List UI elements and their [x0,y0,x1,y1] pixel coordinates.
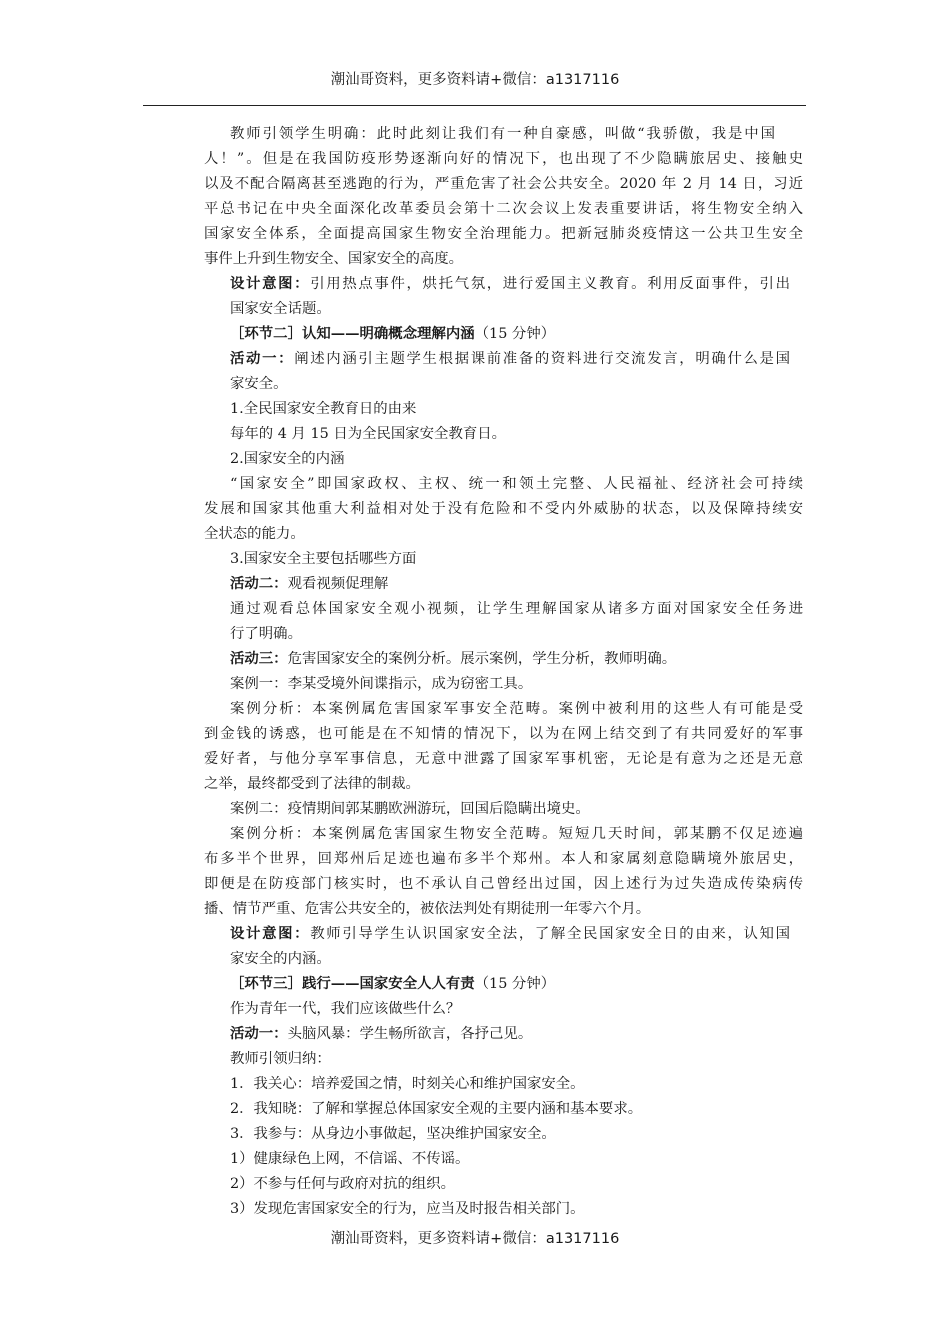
paragraph-line: 平总书记在中央全面深化改革委员会第十二次会议上发表重要讲话，将生物安全纳入 [204,201,803,217]
paragraph-line: 通过观看总体国家安全观小视频，让学生理解国家从诸多方面对国家安全任务进 [230,601,803,617]
sub-list-item: 2）不参与任何与政府对抗的组织。 [230,1176,456,1192]
sub-list-item: 3）发现危害国家安全的行为，应当及时报告相关部门。 [230,1201,585,1217]
section-title: ［环节二］认知——明确概念理解内涵 [230,325,475,342]
paragraph-line: 国家安全体系，全面提高国家生物安全治理能力。把新冠肺炎疫情这一公共卫生安全 [204,226,803,242]
section-heading [230,324,555,344]
activity-text: 头脑风暴：学生畅所欲言，各抒己见。 [287,1026,533,1042]
activity-line: 家安全。 [230,376,288,392]
paragraph-line: 发展和国家其他重大利益相对处于没有危险和不受内外威胁的状态，以及保障持续安 [204,501,803,517]
page-header: 潮汕哥资料，更多资料请+微信：a1317116 [330,72,620,88]
paragraph-line: 全状态的能力。 [204,526,305,542]
design-intent-line [230,924,790,944]
design-intent-label: 设计意图： [230,925,311,942]
activity-line [230,349,790,369]
page-footer: 潮汕哥资料，更多资料请+微信：a1317116 [330,1231,620,1247]
activity-text: 危害国家安全的案例分析。展示案例，学生分析，教师明确。 [287,651,677,667]
activity-text: 阐述内涵引主题学生根据课前准备的资料进行交流发言，明确什么是国 [294,351,790,367]
design-intent-text: 引用热点事件，烘托气氛，进行爱国主义教育。利用反面事件，引出 [310,276,790,292]
activity-text: 观看视频促理解 [287,576,389,592]
section-time: （15 分钟） [474,326,556,342]
activity-label: 活动三： [230,650,288,667]
activity-label: 活动二： [230,575,288,592]
list-item: 2．我知晓：了解和掌握总体国家安全观的主要内涵和基本要求。 [230,1101,643,1117]
paragraph-line: 教师引领学生明确：此时此刻让我们有一种自豪感，叫做“我骄傲，我是中国 [230,126,775,142]
design-intent-text: 教师引导学生认识国家安全法，了解全民国家安全日的由来，认知国 [310,926,790,942]
activity-line [230,574,388,594]
list-item: 3．我参与：从身边小事做起，坚决维护国家安全。 [230,1126,556,1142]
list-item: 2.国家安全的内涵 [230,451,345,467]
paragraph-line: 人！”。但是在我国防疫形势逐渐向好的情况下，也出现了不少隐瞒旅居史、接触史 [204,151,803,167]
activity-line [230,1024,532,1044]
design-intent-line [230,274,790,294]
section-heading [230,974,555,994]
paragraph-line: 事件上升到生物安全、国家安全的高度。 [204,251,464,267]
sub-list-item: 1）健康绿色上网，不信谣、不传谣。 [230,1151,470,1167]
paragraph-line: 之举，最终都受到了法律的制裁。 [204,776,420,792]
paragraph-line: 行了明确。 [230,626,302,642]
paragraph-line: 布多半个世界，回郑州后足迹也遍布多半个郑州。本人和家属刻意隐瞒境外旅居史， [204,851,803,867]
activity-label: 活动一： [230,1025,288,1042]
paragraph-line: 每年的 4 月 15 日为全民国家安全教育日。 [230,426,507,442]
activity-line [230,649,676,669]
design-intent-label: 设计意图： [230,275,311,292]
paragraph-line: “国家安全”即国家政权、主权、统一和领土完整、人民福祉、经济社会可持续 [230,476,803,492]
list-item: 3.国家安全主要包括哪些方面 [230,551,417,567]
list-item: 1.全民国家安全教育日的由来 [230,401,417,417]
paragraph-line: 案例分析：本案例属危害国家生物安全范畴。短短几天时间，郭某鹏不仅足迹遍 [230,826,803,842]
header-rule [143,105,806,106]
paragraph-line: 教师引领归纳： [230,1051,331,1067]
paragraph-line: 到金钱的诱惑，也可能是在不知情的情况下，以为在网上结交到了有共同爱好的军事 [204,726,803,742]
activity-label: 活动一： [230,350,295,367]
paragraph-line: 即便是在防疫部门核实时，也不承认自己曾经出过国，因上述行为过失造成传染病传 [204,876,803,892]
case-title: 案例二：疫情期间郭某鹏欧洲游玩，回国后隐瞒出境史。 [230,801,590,817]
paragraph-line: 播、情节严重、危害公共安全的，被依法判处有期徒刑一年零六个月。 [204,901,651,917]
paragraph-line: 以及不配合隔离甚至逃跑的行为，严重危害了社会公共安全。2020 年 2 月 14 日，习近 [204,176,803,192]
paragraph-line: 案例分析：本案例属危害国家军事安全范畴。案例中被利用的这些人有可能是受 [230,701,803,717]
design-intent-line: 国家安全话题。 [230,301,331,317]
section-time: （15 分钟） [474,976,556,992]
paragraph-line: 作为青年一代，我们应该做些什么？ [230,1001,461,1017]
section-title: ［环节三］践行——国家安全人人有责 [230,975,475,992]
list-item: 1．我关心：培养爱国之情，时刻关心和维护国家安全。 [230,1076,585,1092]
design-intent-line: 家安全的内涵。 [230,951,331,967]
case-title: 案例一：李某受境外间谍指示，成为窃密工具。 [230,676,533,692]
paragraph-line: 爱好者，与他分享军事信息，无意中泄露了国家军事机密，无论是有意为之还是无意 [204,751,803,767]
